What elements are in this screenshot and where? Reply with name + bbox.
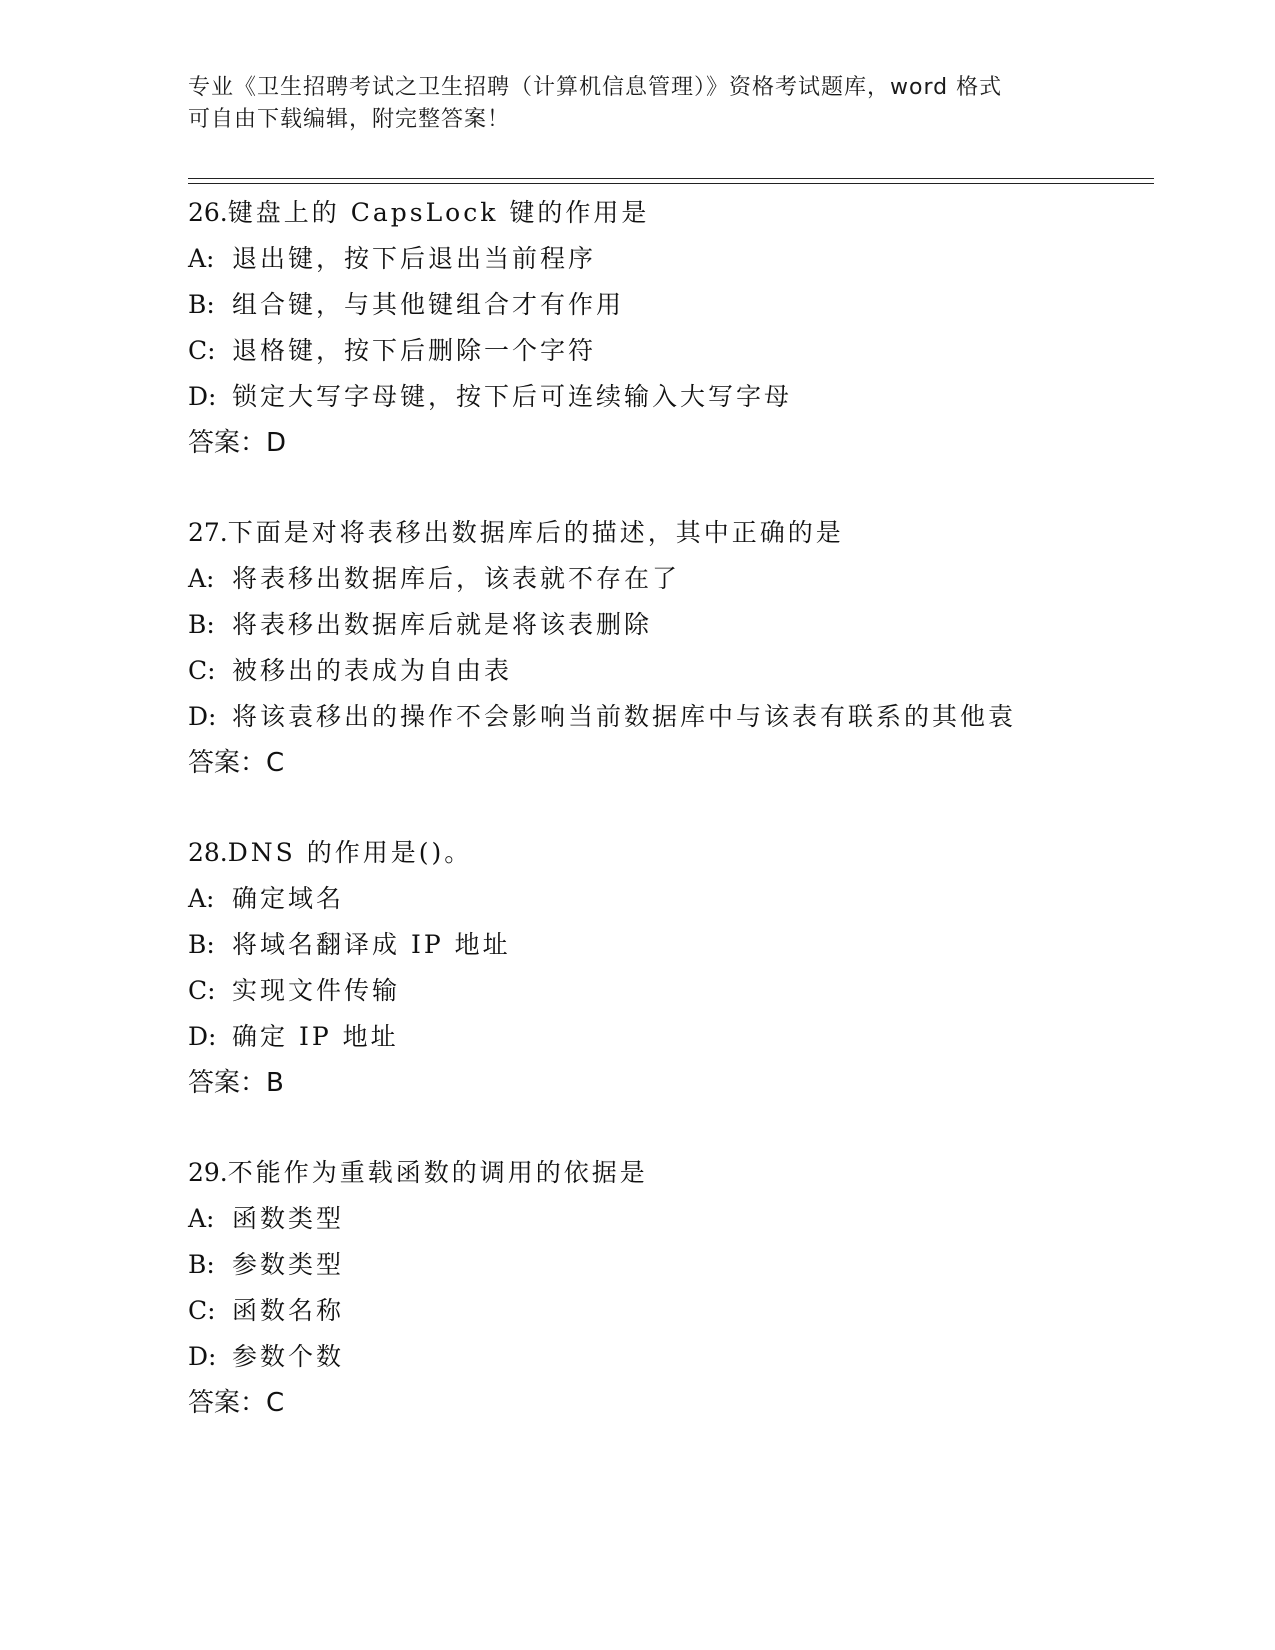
answer-label: 答案： (188, 1388, 267, 1418)
option-letter: A: (188, 244, 215, 273)
question-stem (188, 510, 1188, 556)
document-header (188, 72, 1088, 136)
option-a (188, 1196, 1188, 1242)
answer-line (188, 420, 1188, 466)
option-a (188, 556, 1188, 602)
option-text: 将表移出数据库后就是将该表删除 (232, 610, 653, 639)
answer-label: 答案： (188, 1068, 267, 1098)
option-text: 被移出的表成为自由表 (232, 656, 513, 685)
question-text: DNS 的作用是()。 (227, 838, 473, 867)
question-number: 29. (188, 1158, 228, 1187)
option-c (188, 328, 1188, 374)
option-d (188, 694, 1188, 740)
option-letter: B: (188, 930, 215, 959)
option-letter: B: (188, 290, 215, 319)
question-28 (188, 830, 1188, 1106)
question-text: 键盘上的 CapsLock 键的作用是 (227, 198, 650, 227)
option-letter: C: (188, 976, 216, 1005)
answer-line (188, 740, 1188, 786)
option-letter: C: (188, 656, 216, 685)
option-a (188, 876, 1188, 922)
option-letter: A: (188, 884, 215, 913)
question-number: 27. (188, 518, 228, 547)
option-text: 退格键，按下后删除一个字符 (232, 336, 597, 365)
header-line-2: 可自由下载编辑，附完整答案！ (188, 107, 511, 132)
option-d (188, 1014, 1188, 1060)
option-text: 确定域名 (232, 884, 345, 913)
option-letter: C: (188, 336, 216, 365)
answer-value: D (266, 428, 287, 458)
option-text: 将该袁移出的操作不会影响当前数据库中与该表有联系的其他袁 (232, 702, 1017, 731)
question-stem (188, 830, 1188, 876)
option-c (188, 1288, 1188, 1334)
option-b (188, 1242, 1188, 1288)
option-letter: B: (188, 610, 215, 639)
option-letter: D: (188, 382, 217, 411)
question-list (188, 190, 1188, 1426)
option-text: 实现文件传输 (232, 976, 401, 1005)
option-letter: A: (188, 564, 215, 593)
option-d (188, 374, 1188, 420)
option-c (188, 648, 1188, 694)
option-b (188, 922, 1188, 968)
option-letter: D: (188, 1022, 217, 1051)
option-letter: A: (188, 1204, 215, 1233)
option-a (188, 236, 1188, 282)
question-number: 26. (188, 198, 228, 227)
option-b (188, 602, 1188, 648)
question-27 (188, 510, 1188, 786)
option-text: 将表移出数据库后，该表就不存在了 (232, 564, 681, 593)
option-text: 参数类型 (232, 1250, 345, 1279)
option-letter: D: (188, 702, 217, 731)
option-d (188, 1334, 1188, 1380)
question-number: 28. (188, 838, 228, 867)
answer-value: B (266, 1068, 284, 1098)
option-text: 确定 IP 地址 (232, 1022, 399, 1051)
answer-line (188, 1380, 1188, 1426)
question-stem (188, 190, 1188, 236)
option-text: 组合键，与其他键组合才有作用 (232, 290, 625, 319)
header-line-1: 专业《卫生招聘考试之卫生招聘（计算机信息管理）》资格考试题库，word 格式 (188, 75, 1003, 100)
option-b (188, 282, 1188, 328)
header-divider-bottom (188, 183, 1154, 184)
answer-label: 答案： (188, 748, 267, 778)
question-26 (188, 190, 1188, 466)
option-letter: C: (188, 1296, 216, 1325)
answer-value: C (266, 748, 285, 778)
question-29 (188, 1150, 1188, 1426)
answer-label: 答案： (188, 428, 267, 458)
question-text: 不能作为重载函数的调用的依据是 (227, 1158, 648, 1187)
header-divider-top (188, 178, 1154, 179)
answer-line (188, 1060, 1188, 1106)
option-letter: B: (188, 1250, 215, 1279)
option-text: 锁定大写字母键，按下后可连续输入大写字母 (232, 382, 793, 411)
option-text: 退出键，按下后退出当前程序 (232, 244, 597, 273)
question-text: 下面是对将表移出数据库后的描述，其中正确的是 (227, 518, 844, 547)
option-text: 函数类型 (232, 1204, 345, 1233)
option-text: 参数个数 (232, 1342, 345, 1371)
option-text: 函数名称 (232, 1296, 345, 1325)
question-stem (188, 1150, 1188, 1196)
option-letter: D: (188, 1342, 217, 1371)
option-c (188, 968, 1188, 1014)
answer-value: C (266, 1388, 285, 1418)
option-text: 将域名翻译成 IP 地址 (232, 930, 511, 959)
